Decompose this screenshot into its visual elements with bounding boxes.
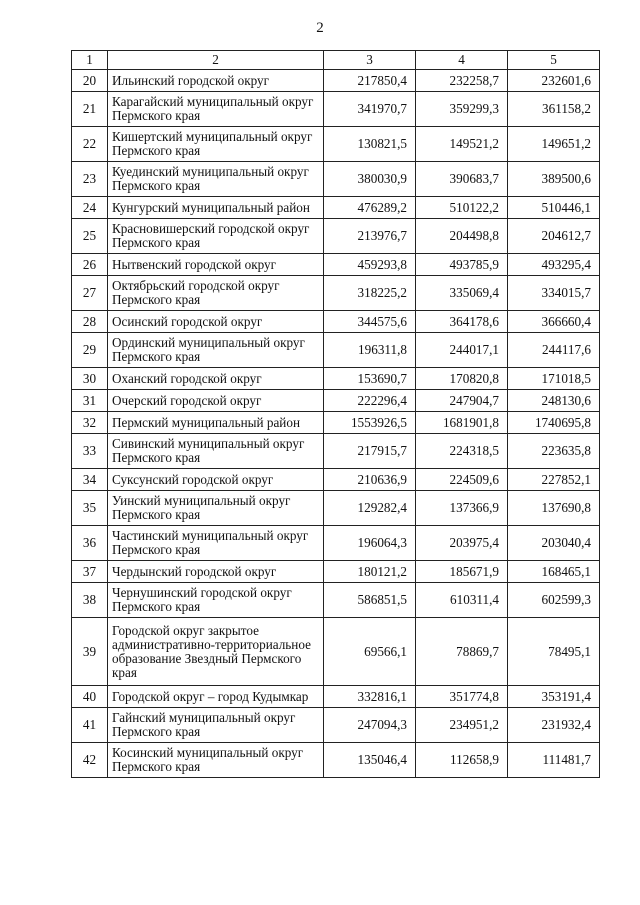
row-number: 26 xyxy=(72,254,108,276)
municipality-name: Сивинский муниципальный округ Пермского края xyxy=(108,434,324,469)
value-col5: 137690,8 xyxy=(508,491,600,526)
row-number: 34 xyxy=(72,469,108,491)
table-row xyxy=(72,491,600,526)
value-col5: 168465,1 xyxy=(508,561,600,583)
table-row xyxy=(72,686,600,708)
municipality-name: Частинский муниципальный округ Пермского края xyxy=(108,526,324,561)
municipality-name: Гайнский муниципальный округ Пермского края xyxy=(108,708,324,743)
table-body xyxy=(72,70,600,778)
value-col5: 361158,2 xyxy=(508,92,600,127)
value-col4: 203975,4 xyxy=(416,526,508,561)
value-col4: 149521,2 xyxy=(416,127,508,162)
municipality-name: Ильинский городской округ xyxy=(108,70,324,92)
value-col5: 510446,1 xyxy=(508,197,600,219)
value-col5: 353191,4 xyxy=(508,686,600,708)
value-col3: 217850,4 xyxy=(324,70,416,92)
value-col3: 129282,4 xyxy=(324,491,416,526)
row-number: 38 xyxy=(72,583,108,618)
row-number: 35 xyxy=(72,491,108,526)
column-header: 4 xyxy=(416,51,508,70)
municipality-name: Нытвенский городской округ xyxy=(108,254,324,276)
table-row xyxy=(72,333,600,368)
value-col3: 153690,7 xyxy=(324,368,416,390)
value-col5: 78495,1 xyxy=(508,618,600,686)
table-row xyxy=(72,368,600,390)
row-number: 21 xyxy=(72,92,108,127)
table-row xyxy=(72,276,600,311)
value-col3: 222296,4 xyxy=(324,390,416,412)
column-header: 1 xyxy=(72,51,108,70)
municipality-name: Кишертский муниципальный округ Пермского края xyxy=(108,127,324,162)
value-col4: 1681901,8 xyxy=(416,412,508,434)
value-col3: 459293,8 xyxy=(324,254,416,276)
value-col5: 366660,4 xyxy=(508,311,600,333)
table-row xyxy=(72,92,600,127)
municipality-name: Пермский муниципальный район xyxy=(108,412,324,434)
value-col3: 69566,1 xyxy=(324,618,416,686)
value-col5: 204612,7 xyxy=(508,219,600,254)
municipality-name: Чердынский городской округ xyxy=(108,561,324,583)
value-col4: 137366,9 xyxy=(416,491,508,526)
table-row xyxy=(72,469,600,491)
table-header-row xyxy=(72,51,600,70)
value-col3: 332816,1 xyxy=(324,686,416,708)
value-col4: 224509,6 xyxy=(416,469,508,491)
row-number: 30 xyxy=(72,368,108,390)
row-number: 27 xyxy=(72,276,108,311)
value-col4: 170820,8 xyxy=(416,368,508,390)
value-col3: 586851,5 xyxy=(324,583,416,618)
value-col3: 135046,4 xyxy=(324,743,416,778)
value-col3: 210636,9 xyxy=(324,469,416,491)
value-col5: 334015,7 xyxy=(508,276,600,311)
municipality-name: Оханский городской округ xyxy=(108,368,324,390)
value-col4: 359299,3 xyxy=(416,92,508,127)
row-number: 29 xyxy=(72,333,108,368)
value-col3: 196064,3 xyxy=(324,526,416,561)
row-number: 22 xyxy=(72,127,108,162)
table-row xyxy=(72,311,600,333)
municipality-name: Городской округ закрытое административно-территориальное образование Звездный Пермского края xyxy=(108,618,324,686)
row-number: 31 xyxy=(72,390,108,412)
value-col5: 203040,4 xyxy=(508,526,600,561)
column-header: 2 xyxy=(108,51,324,70)
value-col4: 224318,5 xyxy=(416,434,508,469)
row-number: 23 xyxy=(72,162,108,197)
page-number: 2 xyxy=(316,20,324,36)
municipality-name: Красновишерский городской округ Пермского края xyxy=(108,219,324,254)
value-col5: 232601,6 xyxy=(508,70,600,92)
value-col4: 493785,9 xyxy=(416,254,508,276)
value-col5: 389500,6 xyxy=(508,162,600,197)
municipality-name: Октябрьский городской округ Пермского края xyxy=(108,276,324,311)
value-col5: 227852,1 xyxy=(508,469,600,491)
value-col4: 364178,6 xyxy=(416,311,508,333)
value-col3: 196311,8 xyxy=(324,333,416,368)
value-col3: 213976,7 xyxy=(324,219,416,254)
row-number: 36 xyxy=(72,526,108,561)
value-col4: 234951,2 xyxy=(416,708,508,743)
table-row xyxy=(72,743,600,778)
row-number: 20 xyxy=(72,70,108,92)
value-col4: 78869,7 xyxy=(416,618,508,686)
row-number: 41 xyxy=(72,708,108,743)
value-col3: 130821,5 xyxy=(324,127,416,162)
row-number: 40 xyxy=(72,686,108,708)
row-number: 28 xyxy=(72,311,108,333)
table-row xyxy=(72,618,600,686)
value-col4: 335069,4 xyxy=(416,276,508,311)
row-number: 39 xyxy=(72,618,108,686)
table-row xyxy=(72,254,600,276)
table-row xyxy=(72,526,600,561)
municipality-name: Суксунский городской округ xyxy=(108,469,324,491)
value-col5: 244117,6 xyxy=(508,333,600,368)
value-col3: 180121,2 xyxy=(324,561,416,583)
municipality-name: Куединский муниципальный округ Пермского края xyxy=(108,162,324,197)
table-row xyxy=(72,219,600,254)
value-col4: 610311,4 xyxy=(416,583,508,618)
value-col5: 223635,8 xyxy=(508,434,600,469)
value-col4: 232258,7 xyxy=(416,70,508,92)
value-col5: 149651,2 xyxy=(508,127,600,162)
table-row xyxy=(72,708,600,743)
table-row xyxy=(72,127,600,162)
column-header: 3 xyxy=(324,51,416,70)
municipality-name: Чернушинский городской округ Пермского края xyxy=(108,583,324,618)
municipality-name: Очерский городской округ xyxy=(108,390,324,412)
value-col5: 602599,3 xyxy=(508,583,600,618)
row-number: 24 xyxy=(72,197,108,219)
value-col3: 380030,9 xyxy=(324,162,416,197)
value-col5: 111481,7 xyxy=(508,743,600,778)
budget-table xyxy=(71,50,600,778)
value-col4: 390683,7 xyxy=(416,162,508,197)
value-col4: 112658,9 xyxy=(416,743,508,778)
value-col3: 1553926,5 xyxy=(324,412,416,434)
table-row xyxy=(72,412,600,434)
table-row xyxy=(72,70,600,92)
value-col3: 476289,2 xyxy=(324,197,416,219)
value-col4: 351774,8 xyxy=(416,686,508,708)
municipality-name: Ординский муниципальный округ Пермского края xyxy=(108,333,324,368)
column-header: 5 xyxy=(508,51,600,70)
value-col5: 171018,5 xyxy=(508,368,600,390)
municipality-name: Городской округ – город Кудымкар xyxy=(108,686,324,708)
value-col5: 1740695,8 xyxy=(508,412,600,434)
value-col5: 231932,4 xyxy=(508,708,600,743)
value-col4: 247904,7 xyxy=(416,390,508,412)
value-col3: 247094,3 xyxy=(324,708,416,743)
municipality-name: Косинский муниципальный округ Пермского края xyxy=(108,743,324,778)
row-number: 25 xyxy=(72,219,108,254)
value-col5: 248130,6 xyxy=(508,390,600,412)
row-number: 33 xyxy=(72,434,108,469)
municipality-name: Уинский муниципальный округ Пермского края xyxy=(108,491,324,526)
value-col4: 204498,8 xyxy=(416,219,508,254)
municipality-name: Кунгурский муниципальный район xyxy=(108,197,324,219)
value-col3: 318225,2 xyxy=(324,276,416,311)
value-col3: 217915,7 xyxy=(324,434,416,469)
value-col3: 344575,6 xyxy=(324,311,416,333)
municipality-name: Карагайский муниципальный округ Пермского края xyxy=(108,92,324,127)
value-col5: 493295,4 xyxy=(508,254,600,276)
row-number: 42 xyxy=(72,743,108,778)
table-row xyxy=(72,434,600,469)
row-number: 37 xyxy=(72,561,108,583)
value-col4: 510122,2 xyxy=(416,197,508,219)
value-col4: 185671,9 xyxy=(416,561,508,583)
municipality-name: Осинский городской округ xyxy=(108,311,324,333)
value-col3: 341970,7 xyxy=(324,92,416,127)
table-row xyxy=(72,197,600,219)
value-col4: 244017,1 xyxy=(416,333,508,368)
table-row xyxy=(72,162,600,197)
table-row xyxy=(72,390,600,412)
table-row xyxy=(72,583,600,618)
table-row xyxy=(72,561,600,583)
row-number: 32 xyxy=(72,412,108,434)
